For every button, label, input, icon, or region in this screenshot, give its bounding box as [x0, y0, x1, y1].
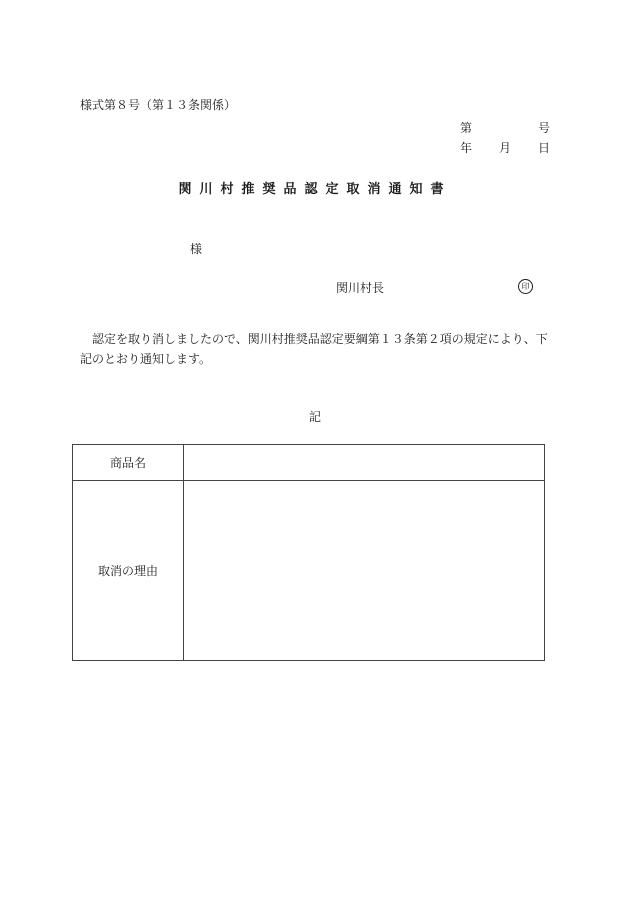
form-number: 様式第８号（第１３条関係）: [80, 98, 237, 112]
issuer-name: 関川村長: [336, 281, 385, 295]
date-year: 年: [459, 141, 472, 155]
product-name-value: [184, 445, 545, 481]
product-name-label: 商品名: [73, 445, 184, 481]
document-title: 関川村推奨品認定取消通知書: [178, 182, 452, 197]
ki-heading: 記: [308, 410, 321, 424]
date-line: [460, 139, 550, 156]
date-day: 日: [537, 141, 550, 155]
reason-label: 取消の理由: [73, 481, 184, 661]
body-paragraph: 認定を取り消しましたので、関川村推奨品認定要綱第１３条第２項の規定により、下記のとおり通知します。: [80, 332, 548, 366]
table-row-reason: [73, 481, 545, 661]
number-suffix: 号: [537, 121, 550, 135]
reason-value: [184, 481, 545, 661]
date-month: 月: [498, 141, 511, 155]
table-row-product-name: [73, 445, 545, 481]
addressee-suffix: 様: [190, 242, 203, 256]
details-table: [72, 444, 545, 661]
number-prefix: 第: [459, 121, 472, 135]
document-number-line: [460, 119, 550, 136]
seal-icon: 印: [518, 279, 533, 294]
